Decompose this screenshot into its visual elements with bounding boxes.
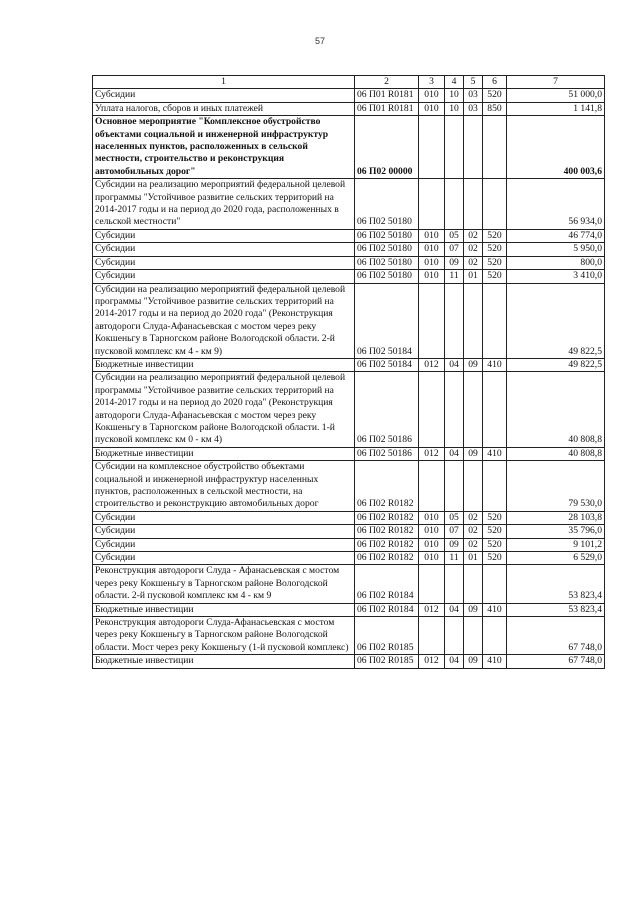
header-cell: 3 [419, 76, 445, 89]
ministry-code: 010 [419, 89, 445, 102]
section-code: 04 [445, 603, 464, 616]
ministry-code [419, 461, 445, 512]
expense-type-code: 520 [483, 270, 507, 283]
ministry-code: 010 [419, 229, 445, 242]
table-row [93, 372, 605, 447]
target-code: 06 П02 50186 [355, 447, 419, 460]
expense-type-code: 410 [483, 447, 507, 460]
expense-type-code: 520 [483, 89, 507, 102]
budget-table [92, 75, 605, 669]
target-code: 06 П02 R0185 [355, 655, 419, 668]
subsection-code: 02 [464, 525, 483, 538]
amount: 1 141,8 [507, 102, 605, 115]
amount: 67 748,0 [507, 617, 605, 655]
ministry-code [419, 565, 445, 603]
item-name: Бюджетные инвестиции [93, 603, 355, 616]
subsection-code: 01 [464, 552, 483, 565]
table-row [93, 655, 605, 668]
subsection-code [464, 179, 483, 230]
ministry-code: 012 [419, 603, 445, 616]
header-cell: 1 [93, 76, 355, 89]
header-row [93, 76, 605, 89]
target-code: 06 П02 50180 [355, 256, 419, 269]
item-name: Бюджетные инвестиции [93, 358, 355, 371]
target-code: 06 П02 50184 [355, 283, 419, 358]
target-code: 06 П02 00000 [355, 116, 419, 179]
target-code: 06 П02 50180 [355, 243, 419, 256]
ministry-code [419, 617, 445, 655]
item-name: Субсидии [93, 243, 355, 256]
ministry-code: 010 [419, 511, 445, 524]
header-cell: 6 [483, 76, 507, 89]
expense-type-code: 410 [483, 603, 507, 616]
amount: 35 796,0 [507, 525, 605, 538]
expense-type-code: 410 [483, 655, 507, 668]
item-name: Субсидии на комплексное обустройство объектами социальной и инженерной инфраструктур населенных пунктов, расположенных в сельской местности, на строительство и реконструкцию автомобильных дорог [93, 461, 355, 512]
target-code: 06 П02 50180 [355, 229, 419, 242]
amount: 53 823,4 [507, 565, 605, 603]
section-code [445, 372, 464, 447]
ministry-code [419, 283, 445, 358]
table-row [93, 447, 605, 460]
expense-type-code: 850 [483, 102, 507, 115]
table-row [93, 243, 605, 256]
table-row [93, 102, 605, 115]
expense-type-code: 520 [483, 525, 507, 538]
expense-type-code [483, 372, 507, 447]
subsection-code: 02 [464, 229, 483, 242]
ministry-code: 012 [419, 358, 445, 371]
item-name: Субсидии [93, 256, 355, 269]
amount: 79 530,0 [507, 461, 605, 512]
expense-type-code: 520 [483, 552, 507, 565]
table-row [93, 461, 605, 512]
amount: 40 808,8 [507, 372, 605, 447]
section-code: 04 [445, 358, 464, 371]
ministry-code: 010 [419, 552, 445, 565]
subsection-code: 02 [464, 256, 483, 269]
section-code [445, 283, 464, 358]
subsection-code: 02 [464, 538, 483, 551]
header-cell: 5 [464, 76, 483, 89]
ministry-code: 010 [419, 102, 445, 115]
target-code: 06 П02 R0185 [355, 617, 419, 655]
item-name: Субсидии [93, 511, 355, 524]
subsection-code: 03 [464, 89, 483, 102]
subsection-code: 03 [464, 102, 483, 115]
ministry-code: 010 [419, 525, 445, 538]
section-code: 07 [445, 243, 464, 256]
subsection-code [464, 461, 483, 512]
table-row [93, 116, 605, 179]
target-code: 06 П02 R0182 [355, 511, 419, 524]
table-row [93, 89, 605, 102]
amount: 51 000,0 [507, 89, 605, 102]
target-code: 06 П02 R0182 [355, 461, 419, 512]
section-code: 10 [445, 89, 464, 102]
amount: 3 410,0 [507, 270, 605, 283]
amount: 800,0 [507, 256, 605, 269]
item-name: Уплата налогов, сборов и иных платежей [93, 102, 355, 115]
item-name: Реконструкция автодороги Слуда - Афанасьевская с мостом через реку Кокшеньгу в Тарногском районе Вологодской области. 2-й пусковой комплекс км 4 - км 9 [93, 565, 355, 603]
section-code [445, 565, 464, 603]
item-name: Субсидии [93, 552, 355, 565]
amount: 9 101,2 [507, 538, 605, 551]
expense-type-code [483, 179, 507, 230]
amount: 5 950,0 [507, 243, 605, 256]
target-code: 06 П02 50184 [355, 358, 419, 371]
amount: 28 103,8 [507, 511, 605, 524]
expense-type-code: 410 [483, 358, 507, 371]
item-name: Реконструкция автодороги Слуда-Афанасьевская с мостом через реку Кокшеньгу в Тарногском районе Вологодской области. Мост через реку Кокшеньгу (1-й пусковой комплекс) [93, 617, 355, 655]
section-code: 09 [445, 538, 464, 551]
page-number: 57 [314, 36, 325, 46]
expense-type-code: 520 [483, 229, 507, 242]
item-name: Субсидии на реализацию мероприятий федеральной целевой программы "Устойчивое развитие сельских территорий на 2014-2017 годы и на период до 2020 года" (Реконструкция автодороги Слуда-Афанасьевская с мостом через реку Кокшеньгу в Тарногском районе Вологодской области. 1-й пусковой комплекс км 0 - км 4) [93, 372, 355, 447]
target-code: 06 П02 R0182 [355, 552, 419, 565]
section-code: 11 [445, 552, 464, 565]
amount: 400 003,6 [507, 116, 605, 179]
item-name: Субсидии на реализацию мероприятий федеральной целевой программы "Устойчивое развитие сельских территорий на 2014-2017 годы и на период до 2020 года, расположенных в сельской местности" [93, 179, 355, 230]
subsection-code: 09 [464, 358, 483, 371]
expense-type-code [483, 461, 507, 512]
amount: 6 529,0 [507, 552, 605, 565]
section-code [445, 617, 464, 655]
subsection-code: 02 [464, 511, 483, 524]
section-code: 05 [445, 511, 464, 524]
target-code: 06 П02 50180 [355, 179, 419, 230]
target-code: 06 П02 50186 [355, 372, 419, 447]
item-name: Основное мероприятие "Комплексное обустройство объектами социальной и инженерной инфраструктур населенных пунктов, расположенных в сельской местности, строительство и реконструкция автомобильных дорог" [93, 116, 355, 179]
section-code: 07 [445, 525, 464, 538]
table-row [93, 283, 605, 358]
ministry-code [419, 372, 445, 447]
target-code: 06 П02 R0184 [355, 565, 419, 603]
section-code: 11 [445, 270, 464, 283]
ministry-code [419, 179, 445, 230]
section-code: 10 [445, 102, 464, 115]
table-row [93, 179, 605, 230]
table-row [93, 525, 605, 538]
target-code: 06 П01 R0181 [355, 89, 419, 102]
ministry-code: 010 [419, 243, 445, 256]
expense-type-code: 520 [483, 243, 507, 256]
amount: 49 822,5 [507, 283, 605, 358]
target-code: 06 П02 R0182 [355, 538, 419, 551]
header-cell: 4 [445, 76, 464, 89]
item-name: Субсидии [93, 270, 355, 283]
ministry-code: 010 [419, 538, 445, 551]
subsection-code [464, 372, 483, 447]
item-name: Субсидии [93, 229, 355, 242]
expense-type-code [483, 116, 507, 179]
amount: 67 748,0 [507, 655, 605, 668]
expense-type-code: 520 [483, 538, 507, 551]
table-row [93, 270, 605, 283]
subsection-code: 09 [464, 447, 483, 460]
item-name: Субсидии [93, 89, 355, 102]
subsection-code [464, 617, 483, 655]
subsection-code: 01 [464, 270, 483, 283]
item-name: Бюджетные инвестиции [93, 447, 355, 460]
section-code [445, 116, 464, 179]
ministry-code [419, 116, 445, 179]
table-row [93, 229, 605, 242]
header-cell: 2 [355, 76, 419, 89]
expense-type-code: 520 [483, 256, 507, 269]
section-code: 09 [445, 256, 464, 269]
ministry-code: 012 [419, 447, 445, 460]
subsection-code [464, 565, 483, 603]
section-code [445, 179, 464, 230]
item-name: Субсидии [93, 538, 355, 551]
subsection-code [464, 116, 483, 179]
expense-type-code [483, 565, 507, 603]
table-row [93, 617, 605, 655]
target-code: 06 П02 50180 [355, 270, 419, 283]
ministry-code: 010 [419, 270, 445, 283]
expense-type-code: 520 [483, 511, 507, 524]
amount: 49 822,5 [507, 358, 605, 371]
ministry-code: 010 [419, 256, 445, 269]
table-row [93, 565, 605, 603]
table-row [93, 511, 605, 524]
amount: 40 808,8 [507, 447, 605, 460]
table-row [93, 538, 605, 551]
section-code: 04 [445, 655, 464, 668]
table-row [93, 603, 605, 616]
subsection-code: 09 [464, 655, 483, 668]
expense-type-code [483, 283, 507, 358]
section-code: 04 [445, 447, 464, 460]
amount: 53 823,4 [507, 603, 605, 616]
subsection-code: 09 [464, 603, 483, 616]
target-code: 06 П02 R0182 [355, 525, 419, 538]
table-row [93, 256, 605, 269]
item-name: Субсидии [93, 525, 355, 538]
target-code: 06 П01 R0181 [355, 102, 419, 115]
table-row [93, 552, 605, 565]
ministry-code: 012 [419, 655, 445, 668]
target-code: 06 П02 R0184 [355, 603, 419, 616]
subsection-code [464, 283, 483, 358]
item-name: Бюджетные инвестиции [93, 655, 355, 668]
section-code [445, 461, 464, 512]
section-code: 05 [445, 229, 464, 242]
header-cell: 7 [507, 76, 605, 89]
amount: 46 774,0 [507, 229, 605, 242]
amount: 56 934,0 [507, 179, 605, 230]
item-name: Субсидии на реализацию мероприятий федеральной целевой программы "Устойчивое развитие сельских территорий на 2014-2017 годы и на период до 2020 года" (Реконструкция автодороги Слуда-Афанасьевская с мостом через реку Кокшеньгу в Тарногском районе Вологодской области. 2-й пусковой комплекс км 4 - км 9) [93, 283, 355, 358]
subsection-code: 02 [464, 243, 483, 256]
table-row [93, 358, 605, 371]
expense-type-code [483, 617, 507, 655]
